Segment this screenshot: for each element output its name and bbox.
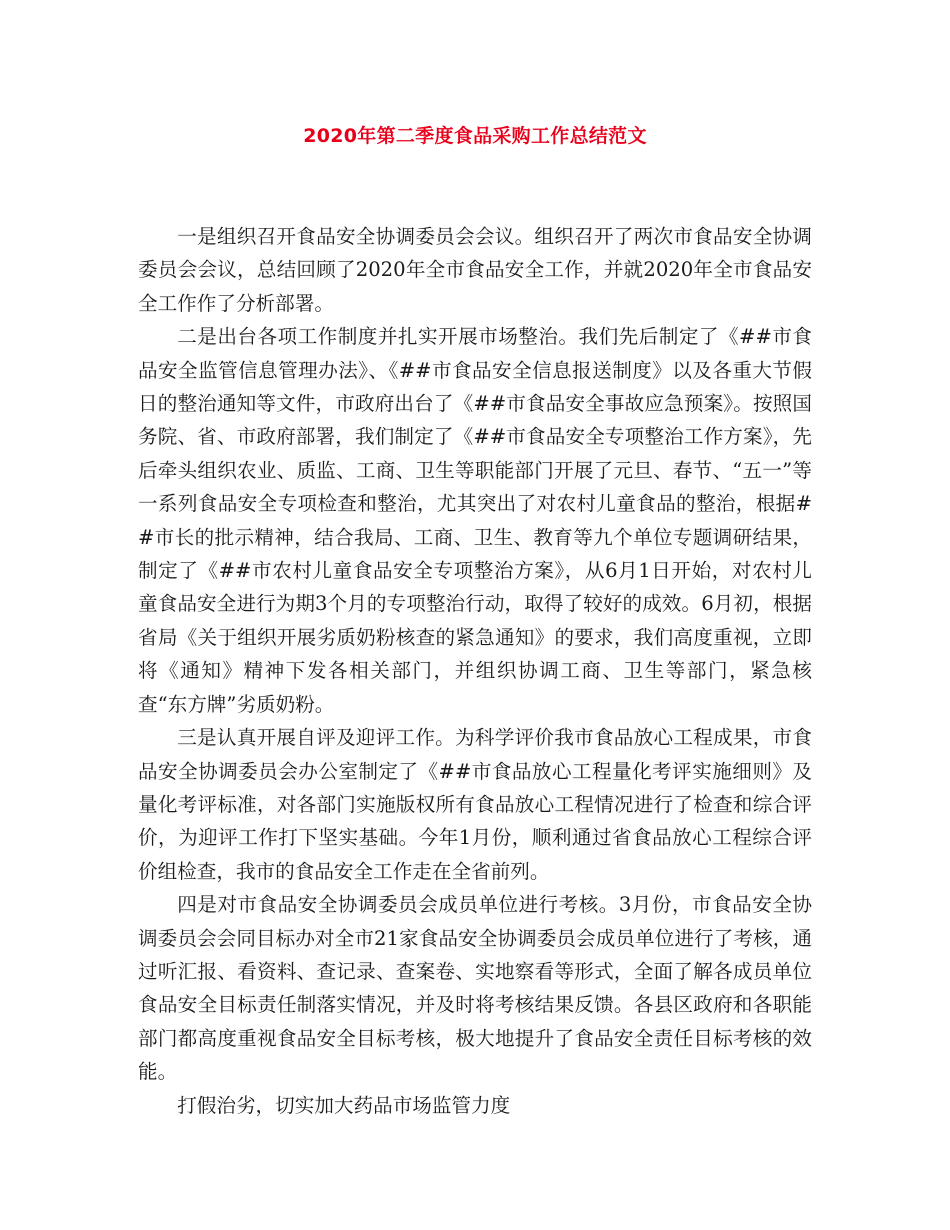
- paragraph-4: 四是对市食品安全协调委员会成员单位进行考核。3月份，市食品安全协调委员会会同目标办对全市21家食品安全协调委员会成员单位进行了考核，通过听汇报、看资料、查记录、查案卷、实地察看等形式，全面了解各成员单位食品安全目标责任制落实情况，并及时将考核结果反馈。各县区政府和各职能部门都高度重视食品安全目标考核，极大地提升了食品安全责任目标考核的效能。: [138, 893, 812, 1084]
- paragraph-3: 三是认真开展自评及迎评工作。为科学评价我市食品放心工程成果，市食品安全协调委员会办公室制定了《##市食品放心工程量化考评实施细则》及量化考评标准，对各部门实施版权所有食品放心工程情况进行了检查和综合评价，为迎评工作打下坚实基础。今年1月份，顺利通过省食品放心工程综合评价组检查，我市的食品安全工作走在全省前列。: [138, 726, 812, 883]
- paragraph-2: 二是出台各项工作制度并扎实开展市场整治。我们先后制定了《##市食品安全监管信息管理办法》、《##市食品安全信息报送制度》以及各重大节假日的整治通知等文件，市政府出台了《##市食品安全事故应急预案》。按照国务院、省、市政府部署，我们制定了《##市食品安全专项整治工作方案》，先后牵头组织农业、质监、工商、卫生等职能部门开展了元旦、春节、“五一”等一系列食品安全专项检查和整治，尤其突出了对农村儿童食品的整治，根据##市长的批示精神，结合我局、工商、卫生、教育等九个单位专题调研结果，制定了《##市农村儿童食品安全专项整治方案》，从6月1日开始，对农村儿童食品安全进行为期3个月的专项整治行动，取得了较好的成效。6月初，根据省局《关于组织开展劣质奶粉核查的紧急通知》的要求，我们高度重视，立即将《通知》精神下发各相关部门，并组织协调工商、卫生等部门，紧急核查“东方牌”劣质奶粉。: [138, 325, 812, 716]
- paragraph-5: 打假治劣，切实加大药品市场监管力度: [177, 1093, 511, 1117]
- paragraph-1: 一是组织召开食品安全协调委员会会议。组织召开了两次市食品安全协调委员会会议，总结回顾了2020年全市食品安全工作，并就2020年全市食品安全工作作了分析部署。: [138, 225, 812, 315]
- document-body: [138, 220, 812, 1122]
- document-title: 2020年第二季度食品采购工作总结范文: [303, 125, 647, 147]
